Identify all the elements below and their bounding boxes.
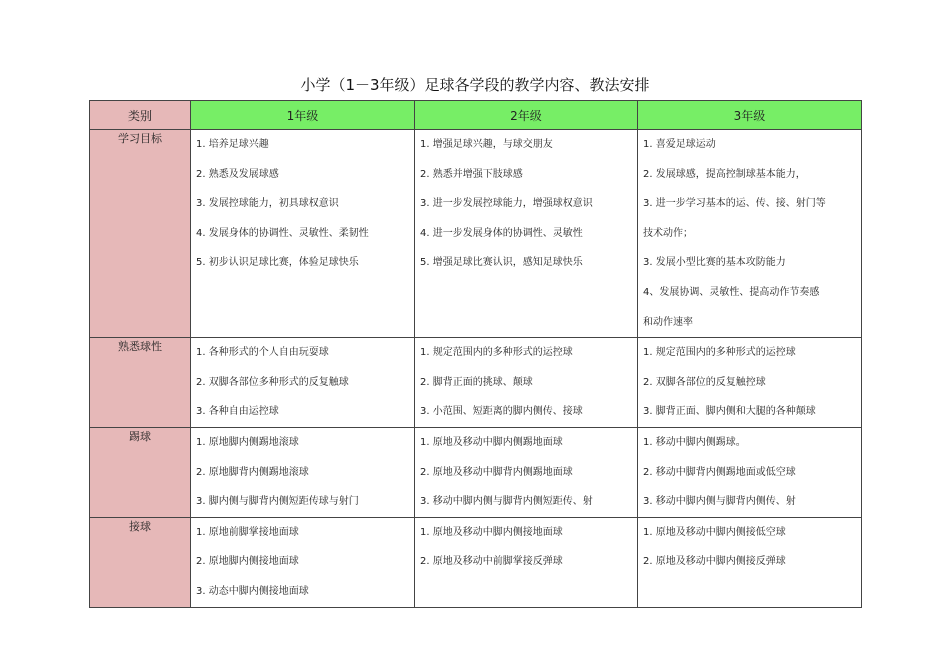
category-cell: 踢球 bbox=[90, 427, 191, 517]
list-item: 1. 原地及移动中脚内侧踢地面球 bbox=[420, 436, 563, 448]
list-item: 技术动作； bbox=[643, 227, 693, 239]
list-item: 2. 原地脚背内侧踢地滚球 bbox=[196, 466, 309, 478]
grade-cell-g3 bbox=[638, 338, 862, 428]
list-item: 2. 双脚各部位的反复触控球 bbox=[643, 376, 766, 388]
table-row bbox=[90, 130, 862, 338]
content-list bbox=[191, 338, 414, 427]
list-item: 4. 发展身体的协调性、灵敏性、柔韧性 bbox=[196, 227, 369, 239]
list-item: 2. 原地及移动中脚背内侧踢地面球 bbox=[420, 466, 573, 478]
grade-cell-g2 bbox=[415, 517, 638, 607]
list-item: 1. 原地及移动中脚内侧接低空球 bbox=[643, 526, 786, 538]
list-item: 5. 初步认识足球比赛，体验足球快乐 bbox=[196, 257, 359, 269]
list-item: 3. 小范围、短距离的脚内侧传、接球 bbox=[420, 406, 583, 418]
content-list bbox=[191, 130, 414, 278]
content-list bbox=[638, 130, 861, 337]
list-item: 和动作速率 bbox=[643, 316, 693, 328]
list-item: 2. 发展球感，提高控制球基本能力， bbox=[643, 168, 806, 180]
header-grade3: 3年级 bbox=[638, 101, 862, 130]
list-item: 2. 脚背正面的挑球、颠球 bbox=[420, 376, 533, 388]
list-item: 3. 移动中脚内侧与脚背内侧短距传、射 bbox=[420, 496, 593, 508]
content-list bbox=[415, 428, 637, 517]
list-item: 4. 进一步发展身体的协调性、灵敏性 bbox=[420, 227, 583, 239]
grade-cell-g1 bbox=[191, 517, 415, 607]
list-item: 2. 熟悉并增强下肢球感 bbox=[420, 168, 523, 180]
header-row bbox=[90, 101, 862, 130]
list-item: 1. 原地及移动中脚内侧接地面球 bbox=[420, 526, 563, 538]
list-item: 5. 增强足球比赛认识，感知足球快乐 bbox=[420, 257, 583, 269]
list-item: 1. 原地前脚掌接地面球 bbox=[196, 526, 299, 538]
grade-cell-g1 bbox=[191, 427, 415, 517]
header-category: 类别 bbox=[90, 101, 191, 130]
content-list bbox=[191, 428, 414, 517]
category-cell: 学习目标 bbox=[90, 130, 191, 338]
list-item: 3. 移动中脚内侧与脚背内侧传、射 bbox=[643, 496, 796, 508]
list-item: 1. 增强足球兴趣，与球交朋友 bbox=[420, 139, 553, 150]
category-cell: 熟悉球性 bbox=[90, 338, 191, 428]
table-row bbox=[90, 338, 862, 428]
list-item: 1. 喜爱足球运动 bbox=[643, 139, 716, 150]
list-item: 1. 培养足球兴趣 bbox=[196, 139, 269, 150]
content-list bbox=[415, 130, 637, 278]
content-list bbox=[638, 428, 861, 517]
list-item: 1. 移动中脚内侧踢球。 bbox=[643, 436, 746, 448]
list-item: 3. 进一步发展控球能力，增强球权意识 bbox=[420, 198, 593, 210]
content-list bbox=[415, 338, 637, 427]
table-row bbox=[90, 427, 862, 517]
list-item: 3. 各种自由运控球 bbox=[196, 406, 279, 418]
teaching-plan-table bbox=[89, 100, 862, 608]
list-item: 2. 熟悉及发展球感 bbox=[196, 168, 279, 180]
content-list bbox=[638, 518, 861, 577]
header-grade1: 1年级 bbox=[191, 101, 415, 130]
grade-cell-g2 bbox=[415, 130, 638, 338]
list-item: 3. 发展小型比赛的基本攻防能力 bbox=[643, 257, 786, 269]
grade-cell-g2 bbox=[415, 338, 638, 428]
list-item: 1. 原地脚内侧踢地滚球 bbox=[196, 436, 299, 448]
list-item: 1. 各种形式的个人自由玩耍球 bbox=[196, 347, 329, 359]
category-cell: 接球 bbox=[90, 517, 191, 607]
content-list bbox=[191, 518, 414, 607]
list-item: 3. 脚背正面、脚内侧和大腿的各种颠球 bbox=[643, 406, 816, 418]
list-item: 1. 规定范围内的多种形式的运控球 bbox=[420, 347, 573, 359]
list-item: 2. 移动中脚背内侧踢地面或低空球 bbox=[643, 466, 796, 478]
grade-cell-g1 bbox=[191, 338, 415, 428]
list-item: 2. 原地及移动中脚内侧接反弹球 bbox=[643, 556, 786, 568]
list-item: 3. 动态中脚内侧接地面球 bbox=[196, 585, 309, 597]
grade-cell-g1 bbox=[191, 130, 415, 338]
list-item: 3. 脚内侧与脚背内侧短距传球与射门 bbox=[196, 496, 359, 508]
grade-cell-g2 bbox=[415, 427, 638, 517]
content-list bbox=[415, 518, 637, 577]
list-item: 4、发展协调、灵敏性、提高动作节奏感 bbox=[643, 286, 820, 298]
grade-cell-g3 bbox=[638, 427, 862, 517]
grade-cell-g3 bbox=[638, 130, 862, 338]
header-grade2: 2年级 bbox=[415, 101, 638, 130]
list-item: 2. 原地及移动中前脚掌接反弹球 bbox=[420, 556, 563, 568]
list-item: 2. 原地脚内侧接地面球 bbox=[196, 556, 299, 568]
list-item: 2. 双脚各部位多种形式的反复触球 bbox=[196, 376, 349, 388]
grade-cell-g3 bbox=[638, 517, 862, 607]
table-row bbox=[90, 517, 862, 607]
list-item: 1. 规定范围内的多种形式的运控球 bbox=[643, 347, 796, 359]
content-list bbox=[638, 338, 861, 427]
list-item: 3. 发展控球能力，初具球权意识 bbox=[196, 198, 339, 210]
list-item: 3. 进一步学习基本的运、传、接、射门等 bbox=[643, 198, 826, 210]
page-title: 小学（1－3年级）足球各学段的教学内容、教法安排 bbox=[300, 76, 650, 94]
